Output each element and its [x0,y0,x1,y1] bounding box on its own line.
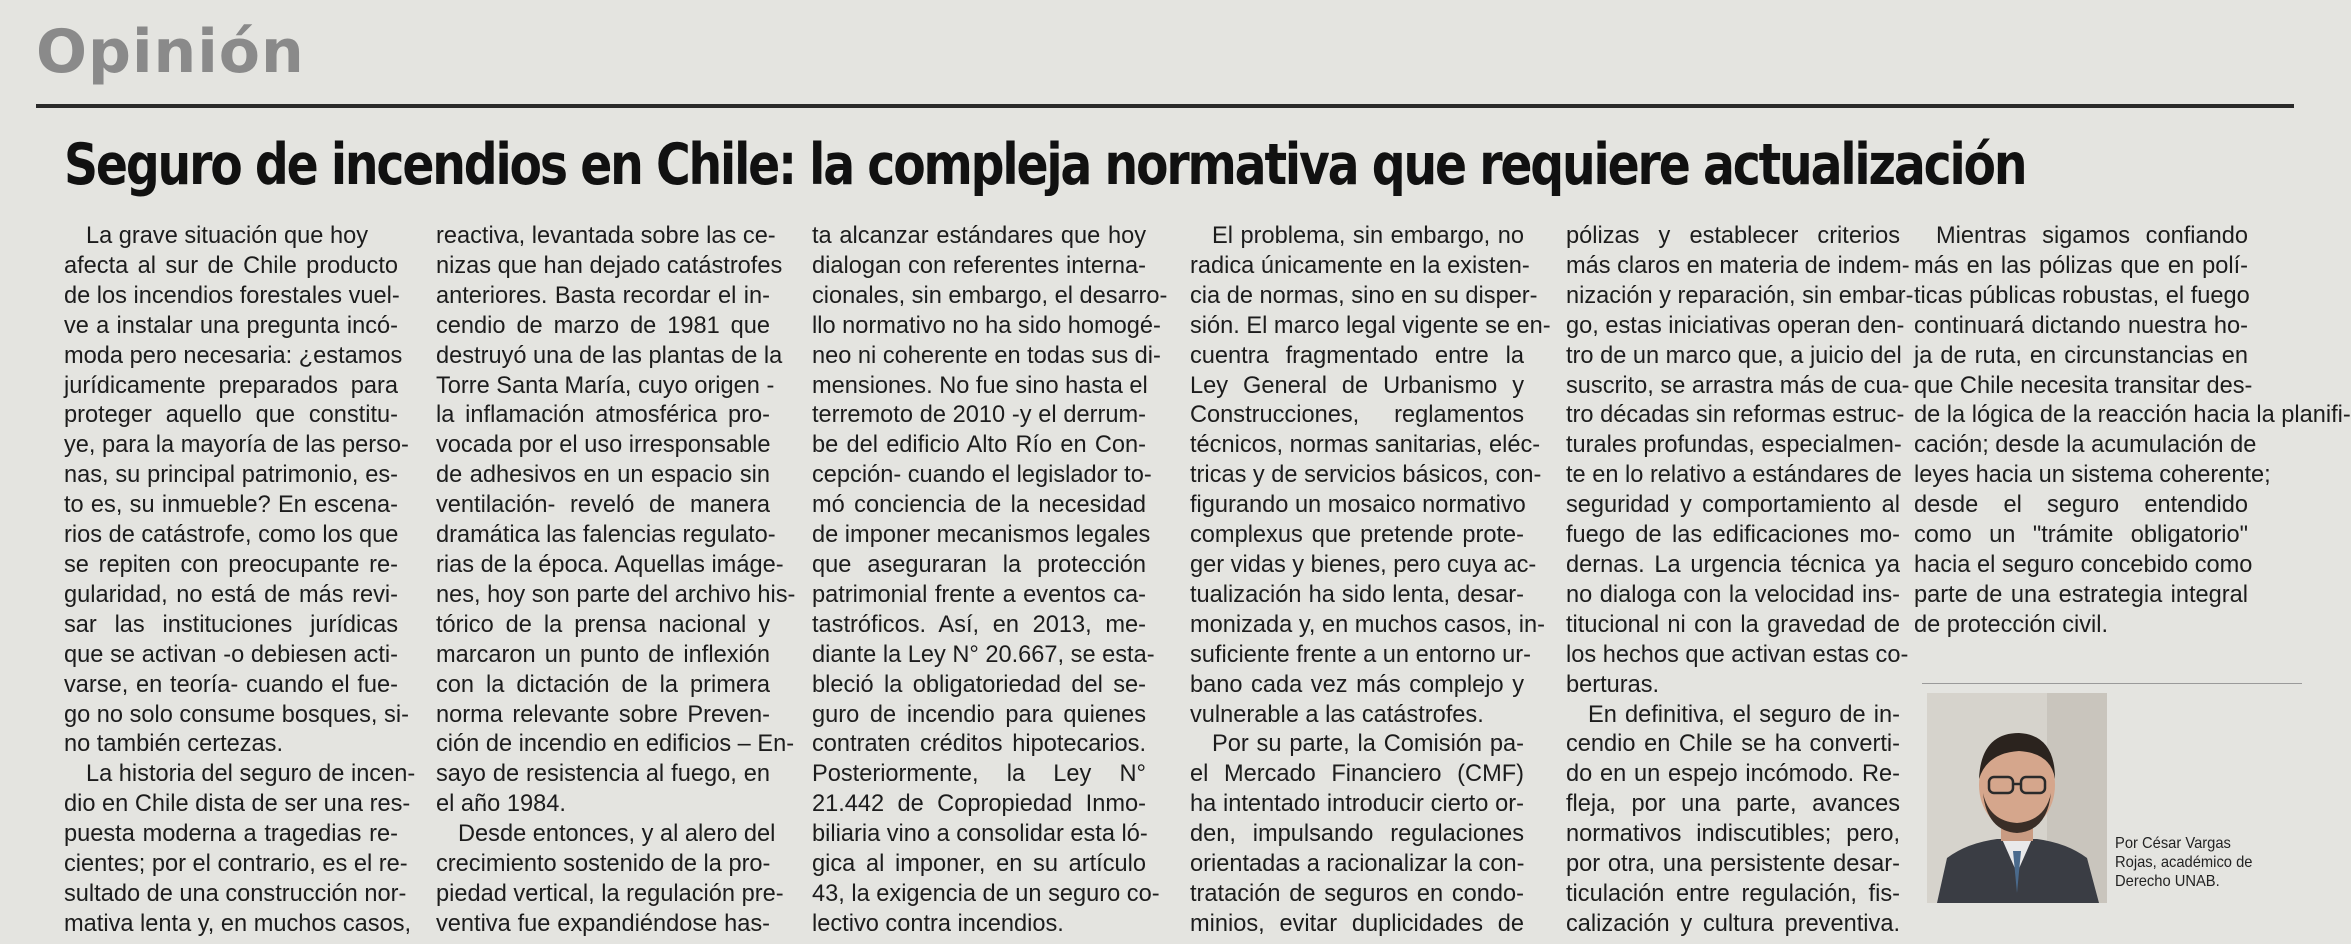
article-text-line: sar las instituciones jurídicas [64,611,398,638]
article-text-line: nización y reparación, sin embar- [1566,282,1914,309]
article-text-line: desde el seguro entendido [1914,492,2248,519]
article-text-line: Por su parte, la Comisión pa- [1212,731,1524,758]
article-text-line: de imponer mecanismos legales [812,522,1151,549]
article-text-line: leyes hacia un sistema coherente; [1914,462,2271,489]
article-text-line: ción de incendio en edificios – En- [436,731,795,758]
article-text-line: Construcciones, reglamentos [1190,402,1524,429]
article-text-line: la inflamación atmosférica pro- [436,402,770,429]
article-text-line: tastróficos. Así, en 2013, me- [812,611,1146,638]
article-text-line: diante la Ley N° 20.667, se esta- [812,641,1155,668]
article-headline: Seguro de incendios en Chile: la compleja normativa que requiere actualización [64,132,2026,198]
article-text-line: be del edificio Alto Río en Con- [812,432,1146,459]
article-text-line: dramática las falencias regulato- [436,522,776,549]
article-text-line: to es, su inmueble? En escena- [64,492,398,519]
article-text-line: ha intentado introducir cierto or- [1190,791,1524,818]
article-column-4 [1190,222,1551,940]
article-text-line: do en un espejo incómodo. Re- [1566,761,1900,788]
article-text-line: con la dictación de la primera [436,671,770,698]
article-text-line: jurídicamente preparados para [64,372,398,399]
author-caption-line: Rojas, académico de [2115,854,2253,871]
article-text-line: ta alcanzar estándares que hoy [812,223,1146,249]
article-text-line: patrimonial frente a eventos ca- [812,581,1146,608]
header-rule [36,104,2294,108]
article-text-line: En definitiva, el seguro de in- [1588,701,1900,728]
article-text-line: turales profundas, especialmen- [1566,432,1902,459]
article-text-line: go no solo consume bosques, si- [64,701,409,728]
article-text-line: tro décadas sin reformas estruc- [1566,402,1905,429]
article-text-line: puesta moderna a tragedias re- [64,821,398,848]
article-text-line: monizada y, en muchos casos, in- [1190,611,1545,638]
article-text-line: como un "trámite obligatorio" [1914,522,2248,549]
article-text-line: El problema, sin embargo, no [1212,223,1524,249]
article-text-line: dio en Chile dista de ser una res- [64,791,411,818]
article-text-line: minios, evitar duplicidades de [1190,910,1524,937]
article-text-line: vocada por el uso irresponsable [436,432,771,459]
article-text-line: 21.442 de Copropiedad Inmo- [812,791,1146,818]
article-text-line: piedad vertical, la regulación pre- [436,880,784,907]
article-text-line: continuará dictando nuestra ho- [1914,312,2248,339]
article-text-line: bleció la obligatoriedad del se- [812,671,1146,698]
article-column-3 [812,222,1168,940]
article-text-line: mó conciencia de la necesidad [812,492,1146,519]
article-text-line: crecimiento sostenido de la pro- [436,851,771,878]
author-photo [1927,693,2107,903]
article-text-line: sión. El marco legal vigente se en- [1190,312,1551,339]
article-text-line: que Chile necesita transitar des- [1914,372,2253,399]
article-text-line: cación; desde la acumulación de [1914,432,2257,459]
article-text-line: Desde entonces, y al alero del [458,821,776,848]
article-text-line: nizas que han dejado catástrofes [436,252,783,279]
article-text-line: parte de una estrategia integral [1914,581,2248,608]
article-text-line: varse, en teoría- cuando el fue- [64,671,398,698]
article-text-line: moda pero necesaria: ¿estamos [64,342,403,369]
article-column-2 [436,222,796,940]
article-text-line: go, estas iniciativas operan den- [1566,312,1905,339]
article-text-line: gularidad, no está de más revi- [64,581,398,608]
article-text-line: dialogan con referentes interna- [812,252,1146,279]
article-text-line: de protección civil. [1914,611,2109,638]
article-text-line: se repiten con preocupante re- [64,551,398,578]
article-text-line: Ley General de Urbanismo y [1190,372,1524,399]
article-text-line: terremoto de 2010 -y el derrum- [812,402,1146,429]
article-text-line: figurando un mosaico normativo [1190,492,1526,519]
article-text-line: Posteriormente, la Ley N° [812,761,1146,788]
article-text-line: los hechos que activan estas co- [1566,641,1909,668]
author-portrait-illustration [1927,693,2107,903]
article-text-line: mensiones. No fue sino hasta el [812,372,1148,399]
article-text-line: que aseguraran la protección [812,551,1146,578]
article-text-line: ve a instalar una pregunta incó- [64,312,398,339]
article-text-line: complexus que pretende prote- [1190,522,1524,549]
article-text-line: calización y cultura preventiva. [1566,910,1900,937]
article-text-line: dernas. La urgencia técnica ya [1566,551,1900,578]
article-text-line: seguridad y comportamiento al [1566,492,1900,519]
author-caption-line: Derecho UNAB. [2115,873,2220,890]
article-text-line: el año 1984. [436,791,566,818]
article-text-line: pólizas y establecer criterios [1566,223,1900,249]
article-text-line: no también certezas. [64,731,284,758]
article-text-line: que se activan -o debiesen acti- [64,641,398,668]
article-text-line: nas, su principal patrimonio, es- [64,462,398,489]
article-text-line: proteger aquello que constitu- [64,402,398,429]
article-text-line: 43, la exigencia de un seguro co- [812,880,1160,907]
article-text-line: más claros en materia de indem- [1566,252,1910,279]
article-text-line: Torre Santa María, cuyo origen - [436,372,775,399]
article-text-line: tratación de seguros en condo- [1190,880,1524,907]
article-text-line: tórico de la prensa nacional y [436,611,770,638]
article-text-line: suscrito, se arrastra más de cua- [1566,372,1910,399]
article-text-line: berturas. [1566,671,1660,698]
article-column-6 [1914,222,2351,641]
article-text-line: orientadas a racionalizar la con- [1190,851,1525,878]
article-text-line: marcaron un punto de inflexión [436,641,770,668]
article-text-line: ye, para la mayoría de las perso- [64,432,409,459]
article-text-line: anteriores. Basta recordar el in- [436,282,770,309]
article-text-line: ventiva fue expandiéndose has- [436,910,770,937]
article-text-line: mativa lenta y, en muchos casos, [64,910,412,937]
article-text-line: ticulación entre regulación, fis- [1566,880,1900,907]
article-text-line: normativos indiscutibles; pero, [1566,821,1900,848]
article-text-line: ventilación- reveló de manera [436,492,770,519]
article-text-line: titucional ni con la gravedad de [1566,611,1900,638]
article-column-1 [64,222,416,940]
article-text-line: guro de incendio para quienes [812,701,1146,728]
article-text-line: llo normativo no ha sido homogé- [812,312,1161,339]
article-text-line: rios de catástrofe, como los que [64,522,399,549]
article-text-line: ja de ruta, en circunstancias en [1914,342,2248,369]
article-text-line: por otra, una persistente desar- [1566,851,1900,878]
article-text-line: cendio en Chile se ha converti- [1566,731,1900,758]
article-text-line: contraten créditos hipotecarios. [812,731,1146,758]
article-text-line: el Mercado Financiero (CMF) [1190,761,1524,788]
author-caption [2115,834,2252,891]
article-text-line: biliaria vino a consolidar esta ló- [812,821,1148,848]
article-text-line: más en las pólizas que en polí- [1914,252,2248,279]
article-text-line: Mientras sigamos confiando [1936,223,2248,249]
article-text-line: fleja, por una parte, avances [1566,791,1900,818]
article-text-line: vulnerable a las catástrofes. [1190,701,1484,728]
article-text-line: reactiva, levantada sobre las ce- [436,223,776,249]
article-text-line: ticas públicas robustas, el fuego [1914,282,2250,309]
article-text-line: La grave situación que hoy [86,223,369,249]
article-text-line: cuentra fragmentado entre la [1190,342,1524,369]
article-text-line: La historia del seguro de incen- [86,761,416,788]
article-text-line: de la lógica de la reacción hacia la planifi- [1914,402,2351,429]
article-text-line: afecta al sur de Chile producto [64,252,398,279]
article-text-line: gica al imponer, en su artículo [812,851,1146,878]
article-text-line: cientes; por el contrario, es el re- [64,851,408,878]
article-text-line: lectivo contra incendios. [812,910,1064,937]
article-text-line: bano cada vez más complejo y [1190,671,1524,698]
article-text-line: hacia el seguro concebido como [1914,551,2253,578]
article-text-line: radica únicamente en la existen- [1190,252,1530,279]
author-box [1922,683,2302,912]
article-text-line: cepción- cuando el legislador to- [812,462,1152,489]
article-text-line: ger vidas y bienes, pero cuya ac- [1190,551,1537,578]
article-text-line: de los incendios forestales vuel- [64,282,400,309]
article-text-line: cionales, sin embargo, el desarro- [812,282,1168,309]
article-text-line: de adhesivos en un espacio sin [436,462,770,489]
article-text-line: rias de la época. Aquellas imáge- [436,551,784,578]
article-text-line: cendio de marzo de 1981 que [436,312,770,339]
article-text-line: destruyó una de las plantas de la [436,342,783,369]
article-text-line: cia de normas, sino en su disper- [1190,282,1538,309]
author-caption-line: Por César Vargas [2115,835,2231,852]
article-text-line: sayo de resistencia al fuego, en [436,761,770,788]
article-text-line: técnicos, normas sanitarias, eléc- [1190,432,1541,459]
article-text-line: den, impulsando regulaciones [1190,821,1524,848]
article-text-line: norma relevante sobre Preven- [436,701,770,728]
article-column-5 [1566,222,1914,940]
section-header: Opinión [36,17,305,87]
article-text-line: no dialoga con la velocidad ins- [1566,581,1900,608]
article-text-line: sultado de una construcción nor- [64,880,407,907]
article-text-line: tricas y de servicios básicos, con- [1190,462,1542,489]
article-text-line: fuego de las edificaciones mo- [1566,522,1900,549]
article-text-line: tualización ha sido lenta, desar- [1190,581,1524,608]
article-text-line: suficiente frente a un entorno ur- [1190,641,1532,668]
article-text-line: nes, hoy son parte del archivo his- [436,581,796,608]
article-text-line: tro de un marco que, a juicio del [1566,342,1902,369]
article-text-line: te en lo relativo a estándares de [1566,462,1902,489]
article-text-line: neo ni coherente en todas sus di- [812,342,1161,369]
